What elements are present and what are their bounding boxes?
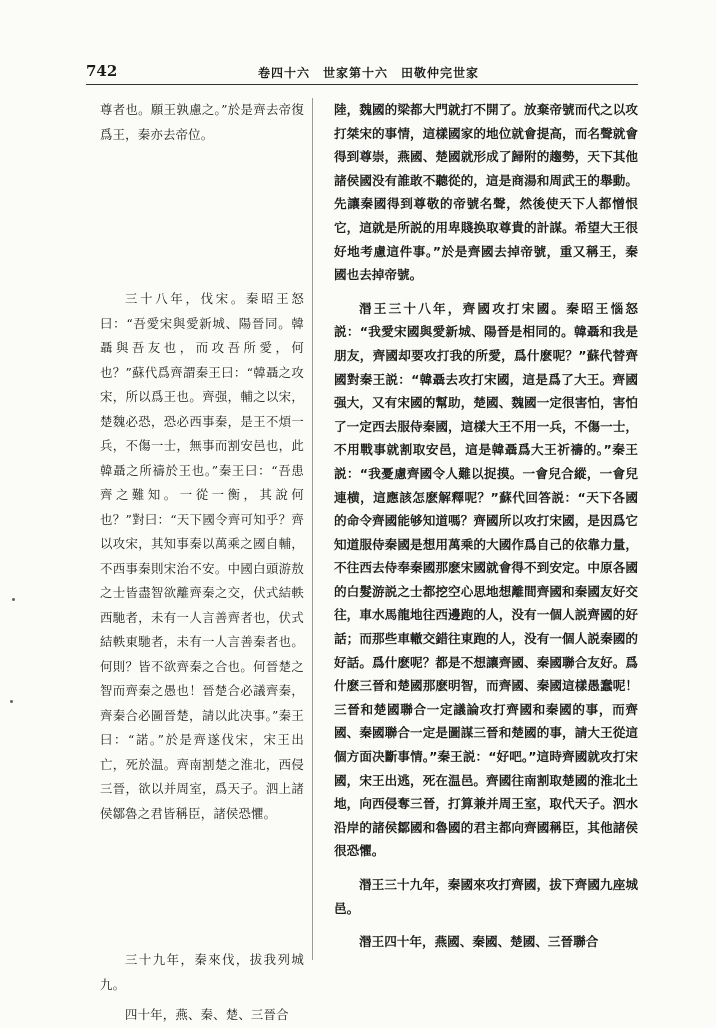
original-paragraph-3: 三十九年，秦來伐，拔我列城九。	[100, 952, 304, 992]
translation-column	[334, 98, 638, 954]
margin-mark	[10, 700, 13, 703]
running-header: 卷四十六 世家第十六 田敬仲完世家	[258, 66, 480, 80]
page-number: 742	[86, 62, 118, 80]
translation-paragraph-1: 陸，魏國的梁都大門就打不開了。放棄帝號而代之以攻打桀宋的事情，這樣國家的地位就會提高，而名聲就會得到尊崇，燕國、楚國就形成了歸附的趨勢，天下其他諸侯國没有誰敢不聽從的，這是商湯和周武王的舉動。先讓秦國得到尊敬的帝號名聲，然後使天下人都憎恨它，這就是所説的用卑賤换取尊貴的計謀。希望大王很好地考慮這件事。”於是齊國去掉帝號，重又稱王，秦國也去掉帝號。	[334, 102, 638, 283]
header-rule	[86, 84, 638, 85]
original-paragraph-1: 尊者也。願王孰慮之。”於是齊去帝復爲王，秦亦去帝位。	[100, 102, 304, 142]
translation-paragraph-3: 湣王三十九年，秦國來攻打齊國，拔下齊國九座城邑。	[334, 877, 638, 916]
column-divider	[312, 98, 313, 960]
original-paragraph-2: 三十八年，伐宋。秦昭王怒曰：“吾愛宋與愛新城、陽晉同。韓聶與吾友也，而攻吾所愛，何也？”蘇代爲齊謂秦王曰：“韓聶之攻宋，所以爲王也。齊强，輔之以宋，楚魏必恐，恐必西事秦，是王不煩一兵，不傷一士，無事而割安邑也，此韓聶之所禱於王也。”秦王曰：“吾患齊之難知。一從一衡，其說何也？”對曰：“天下國令齊可知乎？齊以攻宋，其知事秦以萬乘之國自輔，不西事秦則宋治不安。中國白頭游敖之士皆盡智欲離齊秦之交，伏式結軼西馳者，未有一人言善齊者也，伏式結軼東馳者，未有一人言善秦者也。何則？皆不欲齊秦之合也。何晉楚之智而齊秦之愚也！晉楚合必議齊秦，齊秦合必圖晉楚，請以此决事。”秦王曰：“諾。”於是齊遂伐宋，宋王出亡，死於温。齊南割楚之淮北，西侵三晉，欲以并周室，爲天子。泗上諸侯鄒魯之君皆稱臣，諸侯恐懼。	[100, 291, 304, 821]
original-paragraph-4: 四十年，燕、秦、楚、三晉合	[125, 1007, 289, 1022]
translation-paragraph-4: 湣王四十年，燕國、秦國、楚國、三晉聯合	[359, 934, 599, 950]
translation-paragraph-2: 湣王三十八年，齊國攻打宋國。秦昭王惱怒説：“我愛宋國與愛新城、陽晉是相同的。韓聶和我是朋友，齊國却要攻打我的所愛，爲什麽呢？”蘇代替齊國對秦王説：“韓聶去攻打宋國，這是爲了大王。齊國强大，又有宋國的幫助，楚國、魏國一定很害怕，害怕了一定西去服侍秦國，這樣大王不用一兵，不傷一士，不用戰事就割取安邑，這是韓聶爲大王祈禱的。”秦王説：“我憂慮齊國令人難以捉摸。一會兒合縱，一會兒連横，這應該怎麽解釋呢？”蘇代回答説：“天下各國的命令齊國能够知道嗎？齊國所以攻打宋國，是因爲它知道服侍秦國是想用萬乘的大國作爲自己的依靠力量，不往西去侍奉秦國那麽宋國就會得不到安定。中原各國的白髮游説之士都挖空心思地想離間齊國和秦國友好交往，車水馬龍地往西邊跑的人，没有一個人説齊國的好話；而那些車轍交錯往東跑的人，没有一個人説秦國的好話。爲什麽呢？都是不想讓齊國、秦國聯合友好。爲什麽三晉和楚國那麽明智，而齊國、秦國這樣愚蠢呢！三晉和楚國聯合一定議論攻打齊國和秦國的事，而齊國、秦國聯合一定是圖謀三晉和楚國的事，請大王從這個方面决斷事情。”秦王説：“好吧。”這時齊國就攻打宋國，宋王出逃，死在温邑。齊國往南割取楚國的淮北土地，向西侵奪三晉，打算兼并周王室，取代天子。泗水沿岸的諸侯鄒國和魯國的君主都向齊國稱臣，其他諸侯很恐懼。	[334, 300, 638, 859]
margin-mark	[12, 598, 15, 601]
original-text-column	[100, 98, 304, 1028]
